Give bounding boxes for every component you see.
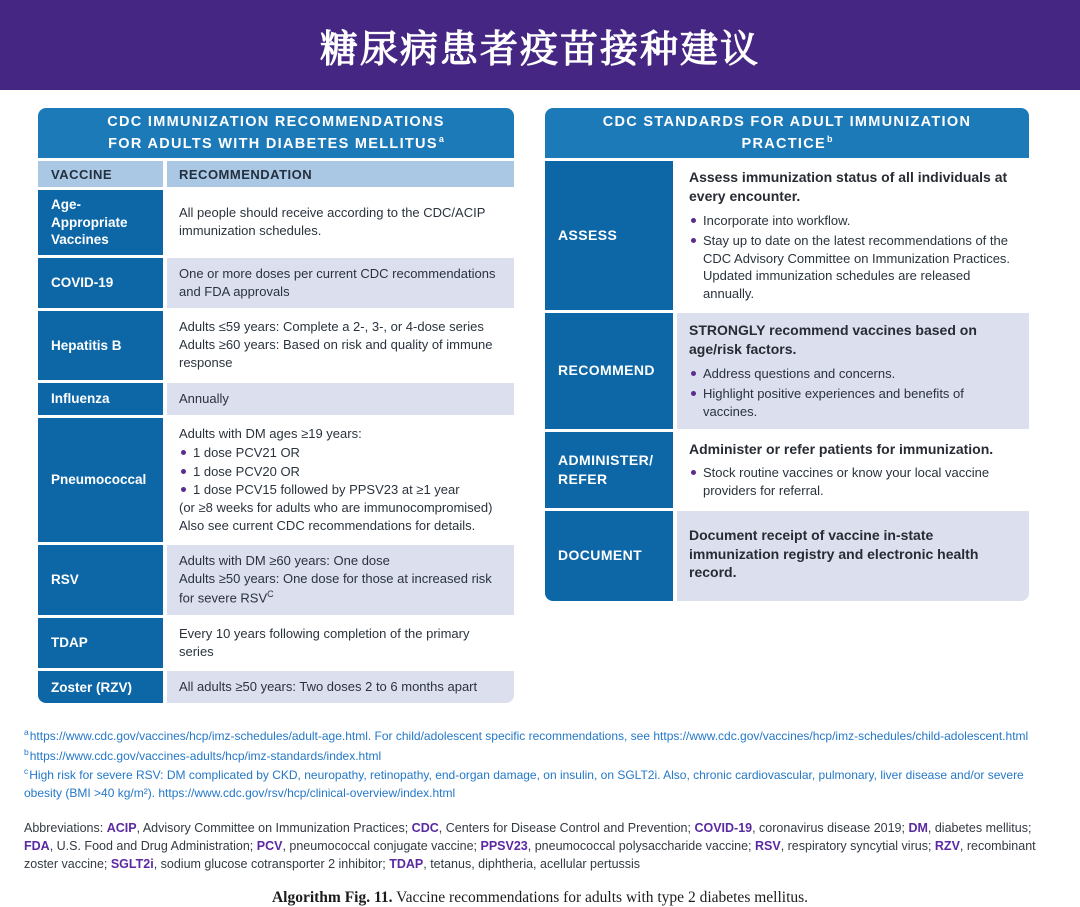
bullet-icon [181, 487, 186, 492]
recommendation-cell [167, 418, 514, 542]
bullet-text: 1 dose PCV20 OR [193, 463, 300, 479]
bullet-icon [691, 391, 696, 396]
recommendation-note1: (or ≥8 weeks for adults who are immunocompromised) [179, 499, 493, 515]
column-header-recommendation: RECOMMENDATION [167, 161, 514, 187]
right-table-title: CDC STANDARDS FOR ADULT IMMUNIZATION PRACTICE [602, 114, 972, 152]
recommendation-text-line1: Adults with DM ≥60 years: One dose [179, 552, 390, 568]
content-area [0, 90, 1080, 706]
left-table-title-line1: CDC IMMUNIZATION RECOMMENDATIONS [107, 114, 445, 131]
recommendation-note2: Also see current CDC recommendations for details. [179, 517, 476, 533]
recommendation-text: Every 10 years following completion of the primary series [179, 625, 470, 660]
abbreviation-term: PPSV23 [480, 839, 528, 854]
recommendation-text: One or more doses per current CDC recommendations and FDA approvals [179, 265, 496, 299]
column-header-vaccine: VACCINE [38, 161, 163, 187]
footnote-c [24, 765, 1056, 802]
list-item [179, 481, 502, 499]
table-row [38, 383, 514, 415]
table-row [545, 432, 1029, 508]
recommendation-intro: Adults with DM ages ≥19 years: [179, 425, 362, 441]
recommendation-cell [167, 618, 514, 668]
abbreviation-term: RZV [934, 839, 960, 854]
abbreviation-term: RSV [754, 839, 781, 854]
abbreviation-definition: Abbreviations: [24, 820, 107, 835]
recommendation-text-line2 [179, 570, 502, 608]
figure-caption-label: Algorithm Fig. 11. [271, 888, 393, 906]
step-lead-text: Document receipt of vaccine in-state immunization registry and electronic health record. [689, 526, 979, 581]
vaccine-name-cell: Zoster (RZV) [38, 671, 163, 703]
recommendation-text-line2: Adults ≥60 years: Based on risk and quality of immune response [179, 337, 493, 371]
step-lead-text: Administer or refer patients for immunization. [689, 440, 994, 457]
vaccine-name-cell: Influenza [38, 383, 163, 415]
footnote-marker-b: b [827, 133, 833, 144]
abbreviation-definition: , tetanus, diphtheria, acellular pertussis [423, 857, 641, 872]
vaccine-name-cell: Hepatitis B [38, 311, 163, 380]
step-name-line1: ADMINISTER/ [558, 452, 654, 469]
abbreviation-definition: , Advisory Committee on Immunization Practices; [136, 820, 412, 835]
footnote-b [24, 746, 1056, 765]
right-table-header [545, 108, 1029, 158]
cdc-standards-table [545, 108, 1029, 706]
bullet-text: Address questions and concerns. [703, 365, 896, 381]
list-item [179, 444, 502, 462]
recommendation-text: Annually [179, 390, 229, 406]
step-detail-cell [677, 313, 1029, 429]
recommendation-cell [167, 383, 514, 415]
table-row [38, 418, 514, 542]
footnote-a-text: https://www.cdc.gov/vaccines/hcp/imz-schedules/adult-age.html. For child/adolescent specific recommendations, see https://www.cdc.gov/vaccines/hcp/imz-schedules/child-adolescent.html [29, 729, 1029, 744]
recommendation-text: All people should receive according to the CDC/ACIP immunization schedules. [179, 205, 486, 239]
footnote-b-marker: b [24, 746, 29, 757]
list-item [689, 385, 1017, 420]
footnote-a-marker: a [24, 727, 29, 738]
abbreviation-term: ACIP [106, 820, 137, 835]
footnote-b-text: https://www.cdc.gov/vaccines-adults/hcp/imz-standards/index.html [29, 748, 382, 763]
recommendation-cell [167, 545, 514, 615]
table-row [38, 671, 514, 703]
footnote-marker-a: a [438, 133, 444, 144]
page-title: 糖尿病患者疫苗接种建议 [319, 28, 760, 71]
recommendation-cell [167, 190, 514, 255]
recommendation-text: All adults ≥50 years: Two doses 2 to 6 months apart [179, 679, 478, 695]
title-banner [0, 0, 1080, 90]
footnote-a [24, 726, 1056, 745]
abbreviation-definition: , respiratory syncytial virus; [780, 839, 935, 854]
list-item [689, 365, 1017, 383]
bullet-icon [691, 238, 696, 243]
step-lead-text: Assess immunization status of all individuals at every encounter. [689, 169, 1008, 204]
recommendation-text-line1: Adults ≤59 years: Complete a 2-, 3-, or 4-dose series [179, 319, 484, 335]
abbreviation-definition: , pneumococcal conjugate vaccine; [282, 839, 481, 854]
list-item [689, 464, 1017, 499]
recommendation-cell [167, 671, 514, 703]
step-name-cell: DOCUMENT [545, 511, 673, 601]
abbreviations-paragraph [0, 802, 1080, 874]
table-row [545, 511, 1029, 601]
list-item [689, 212, 1017, 230]
bullet-icon [181, 450, 186, 455]
figure-caption [0, 889, 1080, 907]
footnote-c-text: High risk for severe RSV: DM complicated by CKD, neuropathy, retinopathy, end-organ damage, on insulin, on SGLT2i. Also, chronic cardiovascular, pulmonary, liver disease and/or severe obesity (BMI >40 kg/m²). https://www.cdc.gov/rsv/hcp/clinical-overview/index.html [24, 768, 1024, 800]
vaccine-name-cell: Age-Appropriate Vaccines [38, 190, 163, 255]
vaccine-name-cell: COVID-19 [38, 258, 163, 308]
abbreviation-term: COVID-19 [694, 820, 753, 835]
abbreviation-definition: , U.S. Food and Drug Administration; [49, 839, 257, 854]
footnote-c-marker: c [24, 766, 29, 777]
abbreviation-definition: , recombinant zoster vaccine; [24, 839, 1036, 872]
table-row [545, 161, 1029, 310]
abbreviation-definition: , diabetes mellitus; [927, 820, 1032, 835]
bullet-icon [181, 469, 186, 474]
recommendation-cell [167, 311, 514, 380]
step-name-cell: ASSESS [545, 161, 673, 310]
left-table-column-headers [38, 161, 514, 187]
step-name-cell: RECOMMEND [545, 313, 673, 429]
bullet-text: Incorporate into workflow. [703, 212, 851, 228]
step-name-line2: REFER [558, 470, 608, 487]
abbreviation-term: DM [908, 820, 928, 835]
abbreviation-definition: , sodium glucose cotransporter 2 inhibitor; [153, 857, 390, 872]
table-row [545, 313, 1029, 429]
step-detail-cell [677, 161, 1029, 310]
left-table-header [38, 108, 514, 158]
step-lead-text: STRONGLY recommend vaccines based on age/risk factors. [689, 321, 977, 357]
abbreviation-term: PCV [256, 839, 283, 854]
abbreviation-term: FDA [24, 839, 50, 854]
table-row [38, 258, 514, 308]
bullet-icon [691, 470, 696, 475]
abbreviation-definition: , pneumococcal polysaccharide vaccine; [527, 839, 755, 854]
vaccine-name-cell: RSV [38, 545, 163, 615]
footnotes-block [0, 706, 1080, 802]
abbreviation-term: SGLT2i [110, 857, 154, 872]
step-detail-cell [677, 511, 1029, 601]
abbreviation-definition: , Centers for Disease Control and Prevention; [438, 820, 695, 835]
abbreviation-term: TDAP [389, 857, 424, 872]
step-detail-cell [677, 432, 1029, 508]
abbreviation-term: CDC [411, 820, 439, 835]
cdc-immunization-recommendations-table [38, 108, 514, 706]
recommendation-cell [167, 258, 514, 308]
list-item [179, 463, 502, 481]
table-row [38, 618, 514, 668]
recommendation-text: Adults ≥50 years: One dose for those at increased risk for severe RSV [179, 571, 492, 606]
vaccine-name-cell: Pneumococcal [38, 418, 163, 542]
table-row [38, 545, 514, 615]
bullet-text: 1 dose PCV15 followed by PPSV23 at ≥1 year [193, 482, 460, 498]
bullet-text: 1 dose PCV21 OR [193, 444, 300, 460]
left-table-title-line2: FOR ADULTS WITH DIABETES MELLITUS [108, 135, 438, 152]
bullet-icon [691, 371, 696, 376]
table-row [38, 190, 514, 255]
step-name-cell [545, 432, 673, 508]
vaccine-name-cell: TDAP [38, 618, 163, 668]
bullet-text: Stay up to date on the latest recommendations of the CDC Advisory Committee on Immunization Practices. Updated immunization schedules are released annually. [703, 233, 1011, 301]
bullet-text: Stock routine vaccines or know your local vaccine providers for referral. [703, 465, 990, 498]
figure-caption-text: Vaccine recommendations for adults with type 2 diabetes mellitus. [392, 888, 809, 906]
footnote-marker-c: C [267, 589, 274, 600]
bullet-text: Highlight positive experiences and benefits of vaccines. [703, 386, 964, 419]
abbreviation-definition: , coronavirus disease 2019; [752, 820, 909, 835]
bullet-icon [691, 218, 696, 223]
table-row [38, 311, 514, 380]
list-item [689, 232, 1017, 302]
